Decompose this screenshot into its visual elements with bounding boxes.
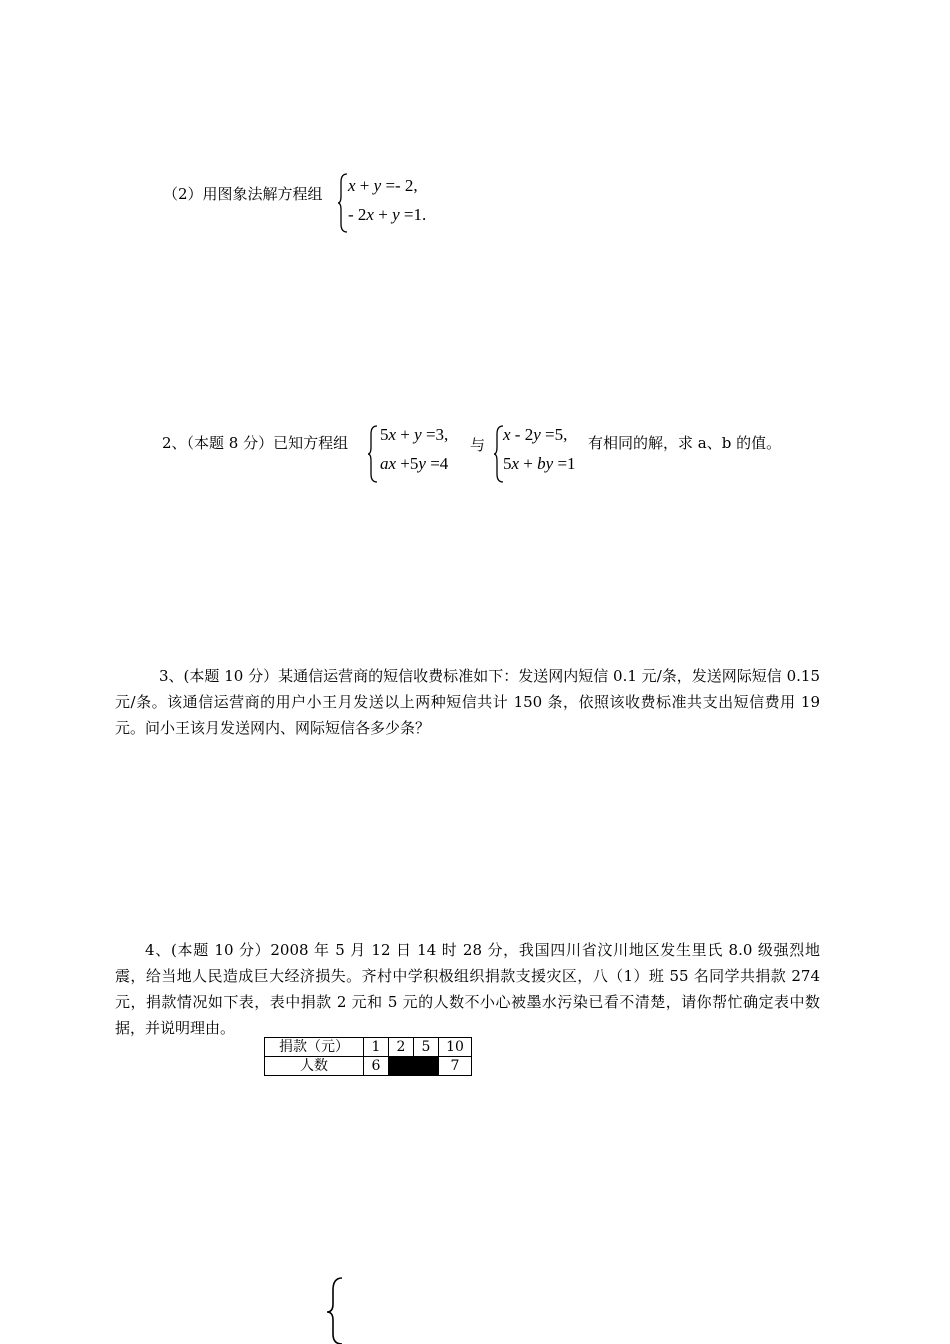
table-cell: 5 — [414, 1038, 439, 1057]
table-row — [265, 1038, 472, 1057]
table-cell: 捐款（元） — [265, 1038, 364, 1057]
q2-system-b-eq2: 5x + by =1 — [503, 454, 576, 473]
q2-connector: 与 — [470, 436, 486, 454]
table-cell: 7 — [439, 1057, 472, 1076]
q1-equation-1: x + y =- 2, — [348, 176, 418, 195]
q3-text: 3、(本题 10 分）某通信运营商的短信收费标准如下：发送网内短信 0.1 元/条，发送网际短信 0.15 元/条。该通信运营商的用户小王月发送以上两种短信共计 150 条，依照该收费标准共支出短信费用 19 元。问小王该月发送网内、网际短信各多少条？ — [115, 667, 820, 737]
q2-prefix: 2、（本题 8 分）已知方程组 — [162, 434, 349, 452]
q1-part2-label: （2）用图象法解方程组 — [163, 185, 323, 203]
ink-stained-cell — [414, 1057, 439, 1076]
q2-system-a-eq2: ax +5y =4 — [380, 454, 449, 473]
q4-text: 4、(本题 10 分）2008 年 5 月 12 日 14 时 28 分，我国四川省汶川地区发生里氏 8.0 级强烈地震，给当地人民造成巨大经济损失。齐村中学积极组织捐款支援灾区，八（1）班 55 名同学共捐款 274 元，捐款情况如下表，表中捐款 2 元和 5 元的人数不小心被墨水污染已看不清楚，请你帮忙确定表中数据，并说明理由。 — [115, 941, 820, 1037]
table-row — [265, 1057, 472, 1076]
q2-system-a-brace — [367, 424, 379, 484]
q2-system-b-eq1: x - 2y =5, — [503, 425, 568, 444]
q2-system-a-eq1: 5x + y =3, — [380, 425, 449, 444]
q2-suffix: 有相同的解，求 a、b 的值。 — [588, 434, 782, 452]
table-cell: 1 — [364, 1038, 389, 1057]
ink-stained-cell — [389, 1057, 414, 1076]
q1-equation-2: - 2x + y =1. — [348, 205, 427, 224]
donation-table — [264, 1037, 472, 1076]
answer-brace — [325, 1276, 345, 1344]
table-cell: 人数 — [265, 1057, 364, 1076]
table-cell: 6 — [364, 1057, 389, 1076]
table-cell: 2 — [389, 1038, 414, 1057]
table-cell: 10 — [439, 1038, 472, 1057]
